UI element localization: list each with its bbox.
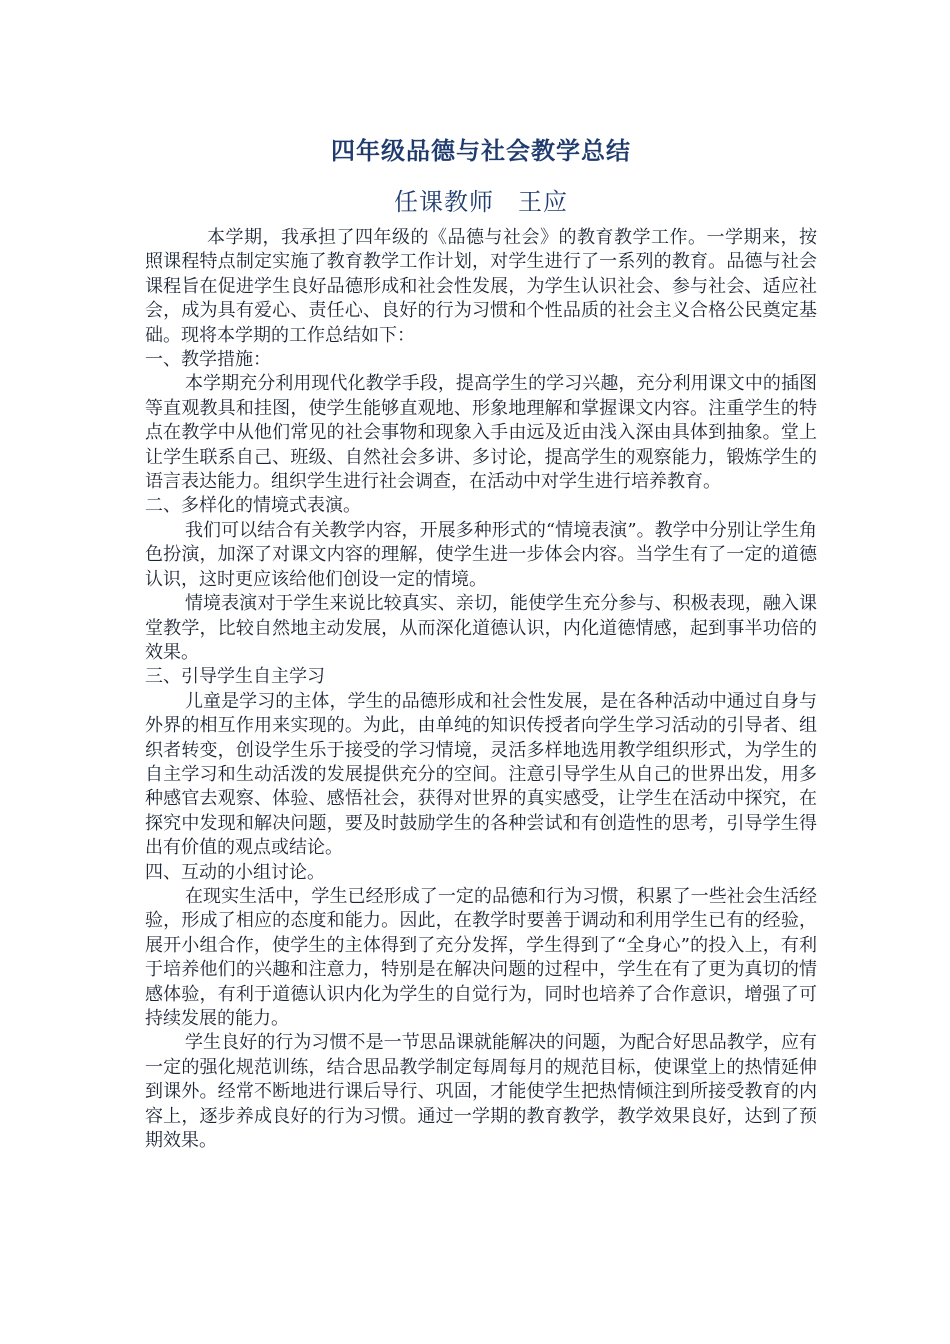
- teacher-label: 任课教师: [394, 188, 494, 216]
- teacher-name: 王应: [518, 188, 568, 216]
- document-body: [145, 134, 817, 1153]
- teacher-line: [145, 184, 817, 220]
- document-title: 四年级品德与社会教学总结: [331, 136, 631, 165]
- section-4-heading: 四、互动的小组讨论。: [145, 861, 325, 883]
- section-3-heading: 三、引导学生自主学习: [145, 666, 325, 688]
- section-4-paragraph-1: 在现实生活中，学生已经形成了一定的品德和行为习惯，积累了一些社会生活经验，形成了相应的态度和能力。因此，在教学时要善于调动和利用学生已有的经验，展开小组合作，使学生的主体得到了充分发挥，学生得到了“全身心”的投入上，有利于培养他们的兴趣和注意力，特别是在解决问题的过程中，学生在有了更为真切的情感体验，有利于道德认识内化为学生的自觉行为，同时也培养了合作意识，增强了可持续发展的能力。: [145, 885, 817, 1029]
- section-3-paragraph-1: 儿童是学习的主体，学生的品德形成和社会性发展，是在各种活动中通过自身与外界的相互作用来实现的。为此，由单纯的知识传授者向学生学习活动的引导者、组织者转变，创设学生乐于接受的学习情境，灵活多样地选用教学组织形式，为学生的自主学习和生动活泼的发展提供充分的空间。注意引导学生从自己的世界出发，用多种感官去观察、体验、感悟社会，获得对世界的真实感受，让学生在活动中探究，在探究中发现和解决问题，要及时鼓励学生的各种尝试和有创造性的思考，引导学生得出有价值的观点或结论。: [145, 690, 817, 859]
- intro-paragraph: 本学期，我承担了四年级的《品德与社会》的教育教学工作。一学期来，按照课程特点制定实施了教育教学工作计划，对学生进行了一系列的教育。品德与社会课程旨在促进学生良好品德形成和社会性发展，为学生认识社会、参与社会、适应社会，成为具有爱心、责任心、良好的行为习惯和个性品质的社会主义合格公民奠定基础。现将本学期的工作总结如下：: [145, 227, 817, 346]
- section-1-heading: 一、教学措施：: [145, 349, 271, 371]
- section-1-paragraph-1: 本学期充分利用现代化教学手段，提高学生的学习兴趣，充分利用课文中的插图等直观教具和挂图，使学生能够直观地、形象地理解和掌握课文内容。注重学生的特点在教学中从他们常见的社会事物和现象入手由远及近由浅入深由具体到抽象。堂上让学生联系自己、班级、自然社会多讲、多讨论，提高学生的观察能力，锻炼学生的语言表达能力。组织学生进行社会调查，在活动中对学生进行培养教育。: [145, 373, 817, 493]
- section-2-heading: 二、多样化的情境式表演。: [145, 495, 361, 517]
- section-2-paragraph-1: 我们可以结合有关教学内容，开展多种形式的“情境表演”。教学中分别让学生角色扮演，加深了对课文内容的理解，使学生进一步体会内容。当学生有了一定的道德认识，这时更应该给他们创设一定的情境。: [145, 519, 817, 590]
- section-4-paragraph-2: 学生良好的行为习惯不是一节思品课就能解决的问题，为配合好思品教学，应有一定的强化规范训练，结合思品教学制定每周每月的规范目标，使课堂上的热情延伸到课外。经常不断地进行课后导行、巩固，才能使学生把热情倾注到所接受教育的内容上，逐步养成良好的行为习惯。通过一学期的教育教学，教学效果良好，达到了预期效果。: [145, 1032, 817, 1152]
- section-2-paragraph-2: 情境表演对于学生来说比较真实、亲切，能使学生充分参与、积极表现，融入课堂教学，比较自然地主动发展，从而深化道德认识，内化道德情感，起到事半功倍的效果。: [145, 593, 817, 663]
